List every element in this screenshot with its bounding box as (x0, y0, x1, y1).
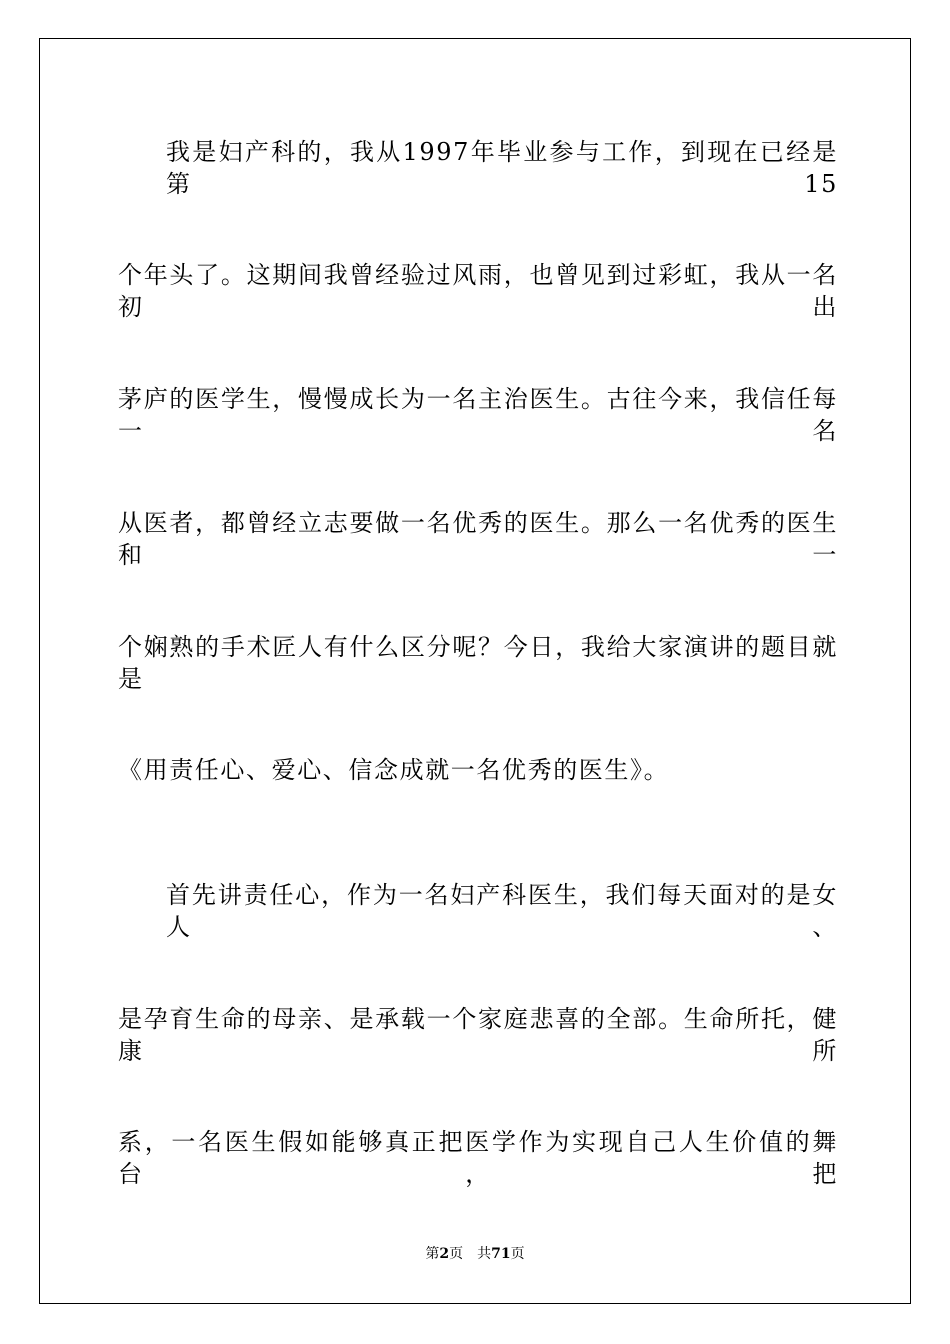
footer-total-number: 71 (491, 1246, 511, 1262)
paragraph-2-line-1: 首先讲责任心，作为一名妇产科医生，我们每天面对的是女人、 (166, 881, 838, 941)
paragraph-2-line-3: 系，一名医生假如能够真正把医学作为实现自己人生价值的舞台，把 (118, 1128, 838, 1188)
paragraph-1-line-5: 个娴熟的手术匠人有什么区分呢？今日，我给大家演讲的题目就是 (118, 633, 838, 693)
paragraph-1-line-6: 《用责任心、爱心、信念成就一名优秀的医生》。 (118, 756, 670, 784)
page-footer (0, 1245, 950, 1263)
footer-total-suffix: 页 (510, 1246, 525, 1262)
footer-page-prefix: 第 (425, 1246, 440, 1262)
footer-total-prefix: 共 (477, 1246, 492, 1262)
footer-page-suffix: 页 (449, 1246, 464, 1262)
paragraph-1-line-4: 从医者，都曾经立志要做一名优秀的医生。那么一名优秀的医生和一 (118, 509, 838, 569)
paragraph-1-line-1: 我是妇产科的，我从1997年毕业参与工作，到现在已经是第15 (166, 138, 838, 198)
page-border (39, 38, 911, 1304)
footer-page-number: 2 (439, 1246, 450, 1262)
paragraph-1-line-3: 茅庐的医学生，慢慢成长为一名主治医生。古往今来，我信任每一名 (118, 385, 838, 445)
paragraph-2-line-2: 是孕育生命的母亲、是承载一个家庭悲喜的全部。生命所托，健康所 (118, 1005, 838, 1065)
paragraph-1-line-2: 个年头了。这期间我曾经验过风雨，也曾见到过彩虹，我从一名初出 (118, 261, 838, 321)
